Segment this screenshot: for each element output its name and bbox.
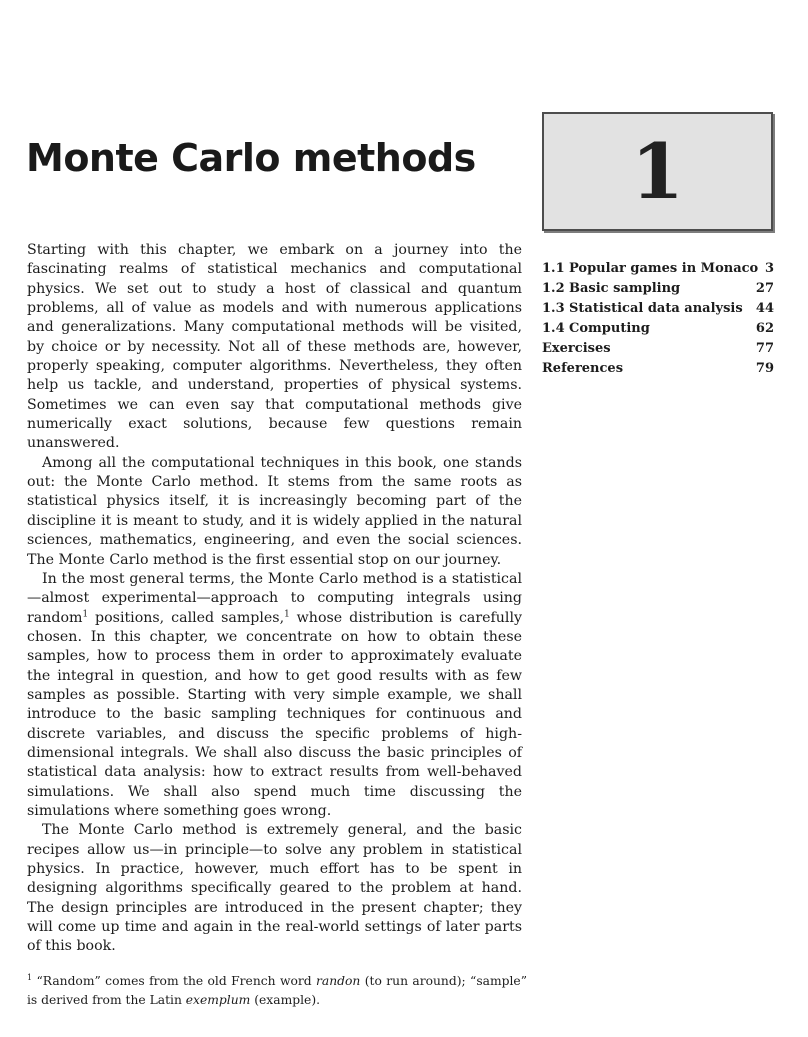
toc-row-1-4 (542, 319, 774, 339)
chapter-toc (542, 259, 774, 379)
paragraph-1: Starting with this chapter, we embark on a journey into the fascinating realms of statistical mechanics and computational physics. We set out to study a host of classical and quantum problems, all of value as models and with numerous applications and generalizations. Many computational methods will be visited, by choice or by necessity. Not all of these methods are, however, properly speaking, computer algorithms. Nevertheless, they often help us tackle, and understand, properties of physical systems. Sometimes we can even say that computational methods give numerically exact solutions, because few questions remain unanswered. (27, 242, 522, 452)
paragraph-text: positions, called samples, (88, 609, 285, 626)
toc-page-number: 44 (755, 301, 774, 316)
paragraph-text: In the most general terms, the Monte Carlo method is a statistical—almost experimental—approach to computing integrals using random (27, 570, 522, 626)
toc-section-number: 1.4 (542, 321, 565, 336)
toc-section-label: Exercises (542, 341, 611, 356)
toc-page-number: 62 (755, 321, 774, 336)
footnote (27, 972, 527, 1009)
paragraph-2: Among all the computational techniques in this book, one stands out: the Monte Carlo method. It stems from the same roots as statistical physics itself, it is increasingly becoming part of the discipline it is meant to study, and it is widely applied in the natural sciences, mathematics, engineering, and even the social sciences. The Monte Carlo method is the first essential stop on our journey. (27, 454, 522, 568)
body-text (27, 241, 522, 957)
toc-section-label: Popular games in Monaco (569, 261, 759, 276)
toc-section-number: 1.2 (542, 281, 565, 296)
toc-section-label: References (542, 361, 624, 376)
toc-section-number: 1.1 (542, 261, 565, 276)
toc-section-label: Basic sampling (569, 281, 681, 296)
footnote-text: (example). (250, 992, 321, 1007)
chapter-number: 1 (631, 126, 684, 216)
chapter-title: Monte Carlo methods (26, 136, 476, 180)
toc-section-label: Computing (569, 321, 650, 336)
footnote-italic-word: randon (316, 974, 361, 988)
footnote-text: “Random” comes from the old French word (32, 974, 317, 988)
footnote-text: (to run around); “sample” is derived from the Latin (27, 974, 527, 1007)
toc-page-number: 27 (755, 281, 774, 296)
footnote-ref: 1 (284, 608, 290, 619)
toc-page-number: 3 (764, 261, 774, 276)
toc-row-1-2 (542, 279, 774, 299)
footnote-ref: 1 (82, 608, 89, 619)
chapter-number-box (542, 112, 773, 231)
toc-page-number: 79 (755, 361, 774, 376)
toc-row-1-1 (542, 259, 774, 279)
toc-page-number: 77 (755, 341, 774, 356)
toc-section-label: Statistical data analysis (569, 301, 743, 316)
paragraph-text: whose distribution is carefully chosen. In this chapter, we concentrate on how to obtain these samples, how to process them in order to approximately evaluate the integral in question, and how to get good results with as few samples as possible. Starting with very simple example, we shall introduce to the basic sampling techniques for continuous and discrete variables, and discuss the specific problems of high-dimensional integrals. We shall also discuss the basic principles of statistical data analysis: how to extract results from well-behaved simulations. We shall also spend much time discussing the simulations where something goes wrong. (27, 609, 523, 819)
toc-row-exercises (542, 339, 774, 359)
toc-row-references (542, 359, 774, 379)
footnote-italic-word: exemplum (185, 992, 251, 1007)
toc-row-1-3 (542, 299, 774, 319)
footnote-mark: 1 (27, 972, 33, 982)
paragraph-3 (27, 570, 522, 821)
toc-section-number: 1.3 (542, 301, 565, 316)
paragraph-4: The Monte Carlo method is extremely general, and the basic recipes allow us—in principle—to solve any problem in statistical physics. In practice, however, much effort has to be spent in designing algorithms specifically geared to the problem at hand. The design principles are introduced in the present chapter; they will come up time and again in the real-world settings of later parts of this book. (27, 822, 522, 955)
